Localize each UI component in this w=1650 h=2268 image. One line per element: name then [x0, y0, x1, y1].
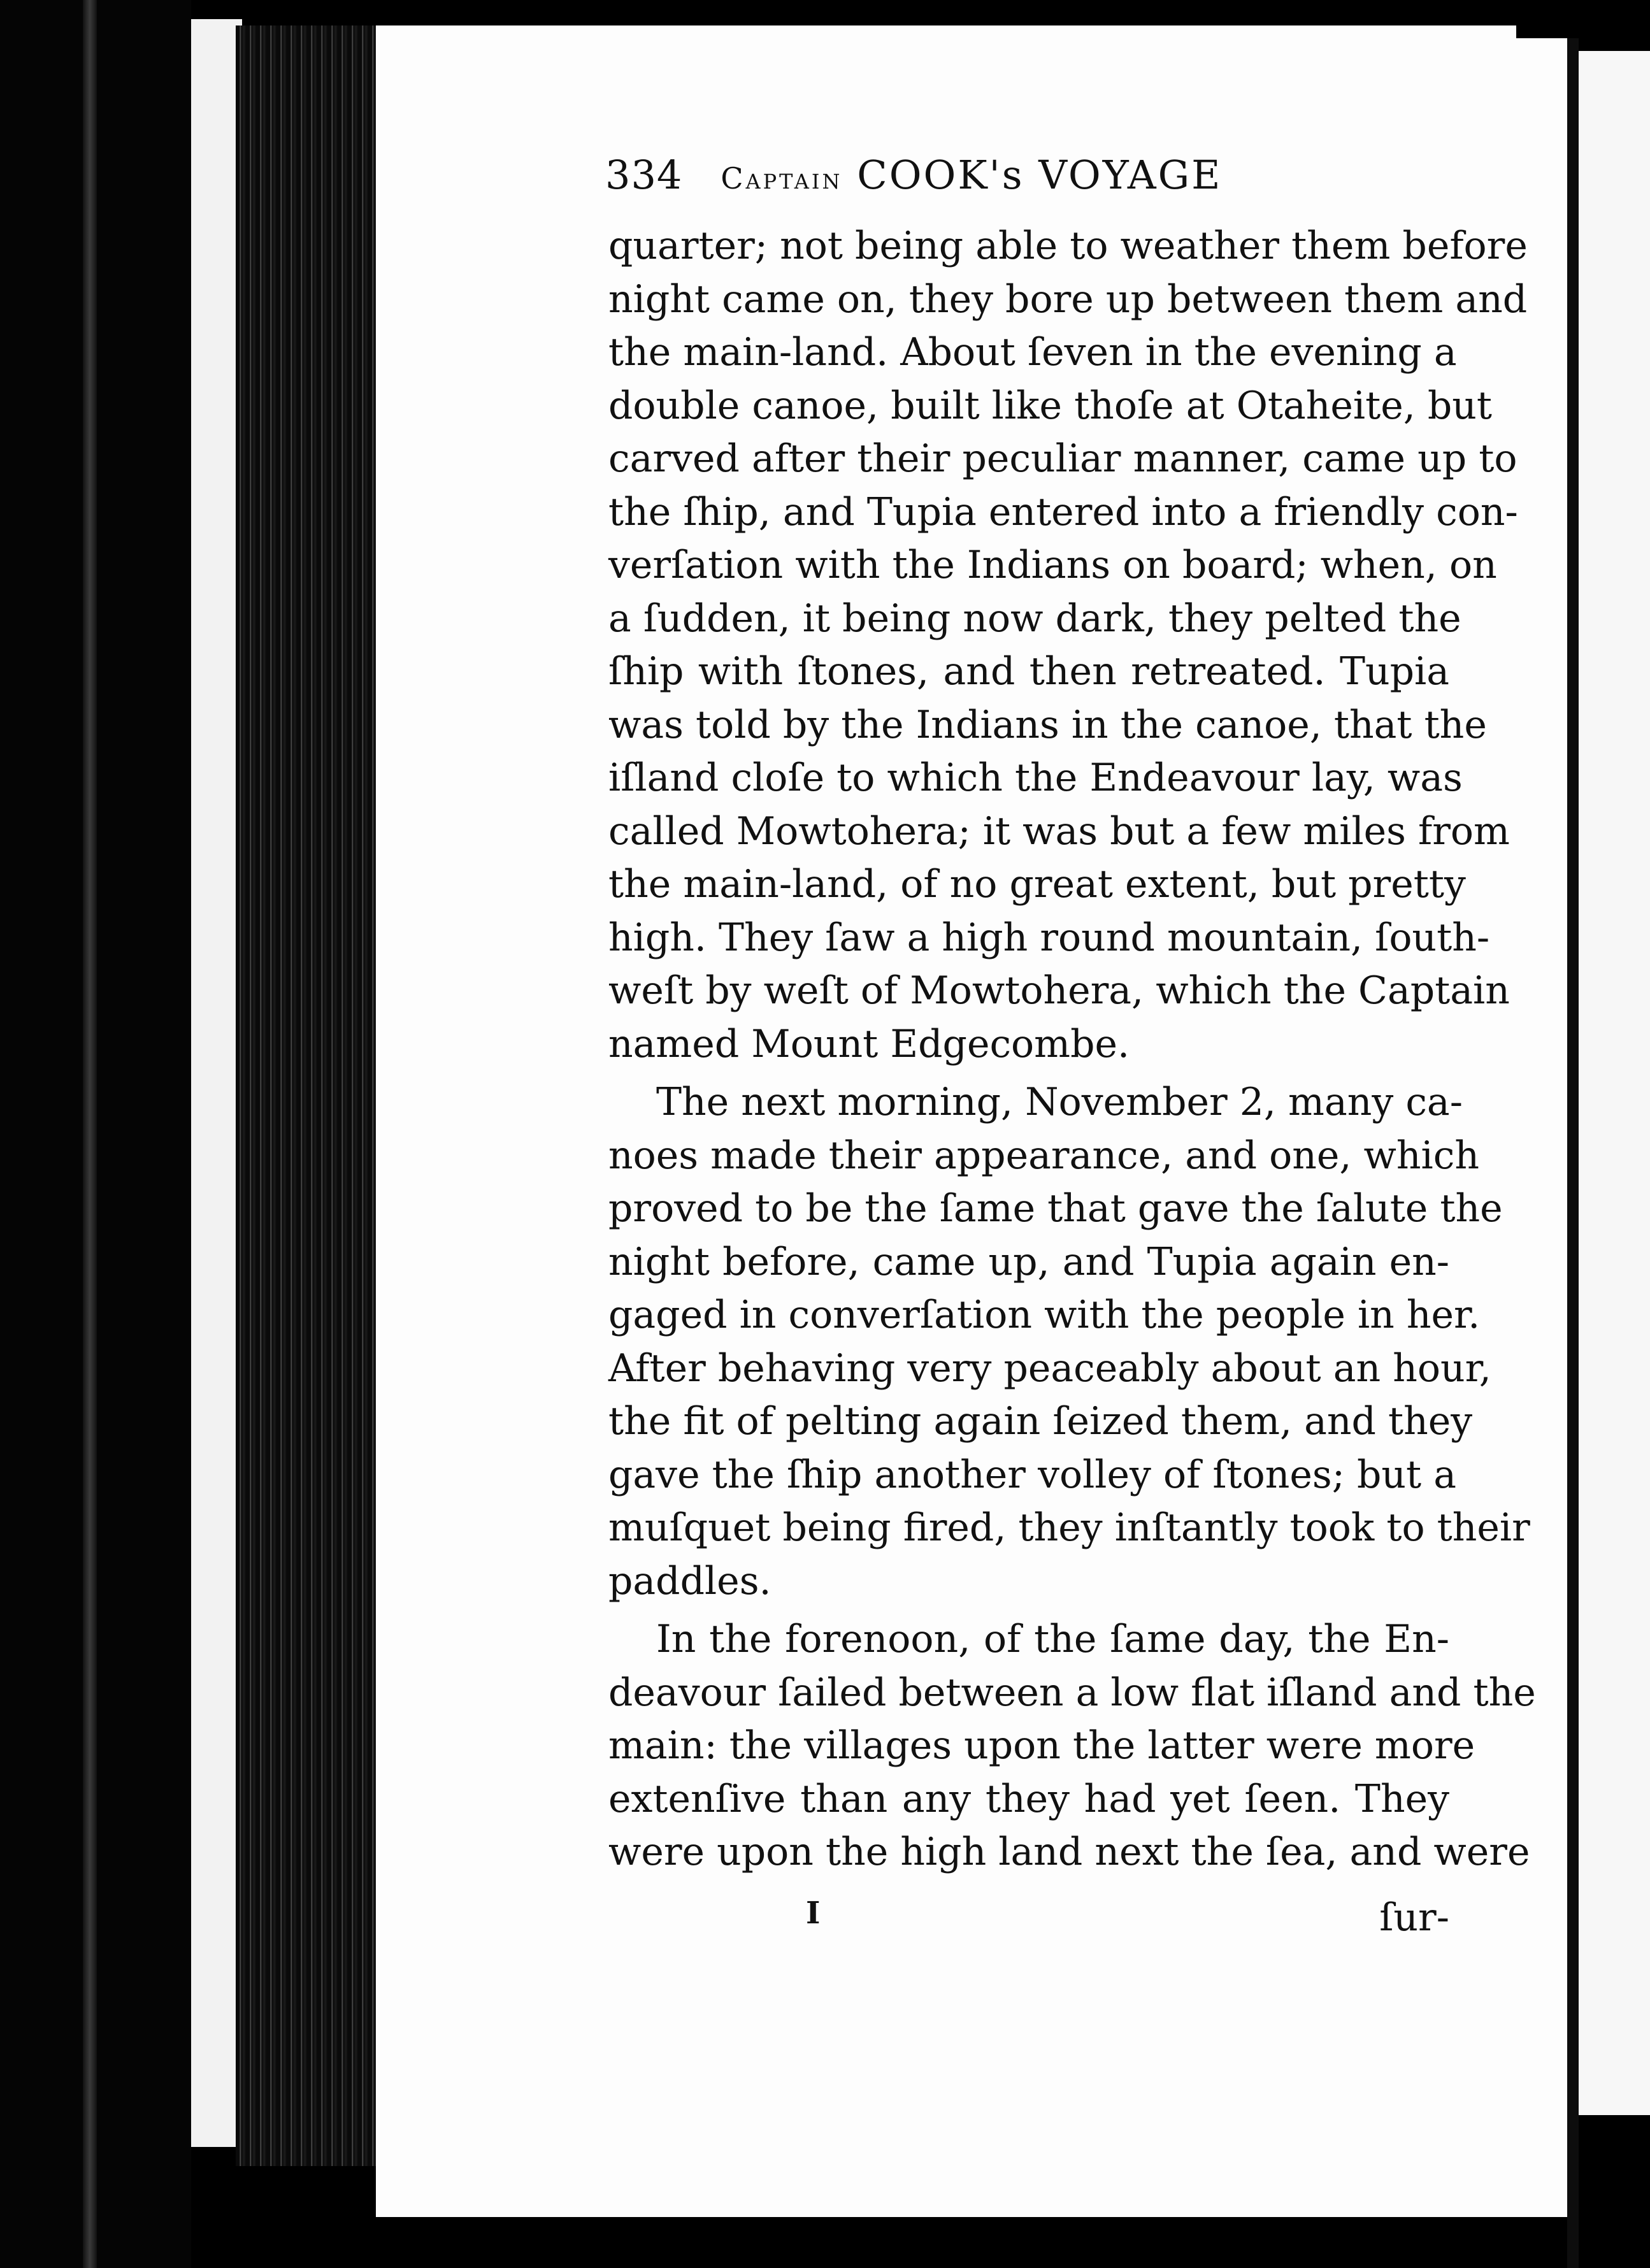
text-line: quarter; not being able to weather them before: [608, 224, 1528, 268]
text-line-paragraph-start: In the forenoon, of the ſame day, the En-: [656, 1617, 1449, 1662]
text-line: night before, came up, and Tupia again en-: [608, 1239, 1449, 1284]
body-text: [608, 220, 1536, 1879]
text-line: the main-land, of no great extent, but pretty: [608, 862, 1466, 907]
catchword: ſur-: [1379, 1895, 1449, 1940]
running-head-prefix: Captain: [721, 161, 843, 196]
page-footer: [608, 1895, 1449, 1946]
text-line: After behaving very peaceably about an hour,: [608, 1346, 1491, 1391]
running-head-title: COOK's VOYAGE: [857, 152, 1223, 198]
text-line: high. They ſaw a high round mountain, ſouth-: [608, 915, 1490, 960]
text-line: were upon the high land next the ſea, and were: [608, 1830, 1530, 1874]
text-line: gaged in converſation with the people in her.: [608, 1293, 1481, 1337]
text-line: muſquet being fired, they inſtantly took to their: [608, 1505, 1530, 1550]
scanner-background-top: [1516, 0, 1650, 38]
scanner-edge-strip: [83, 0, 97, 2268]
page-header: [605, 152, 1338, 215]
book-page-stack: [236, 25, 382, 2166]
page-number: 334: [605, 152, 683, 198]
gutter-shadow: [1567, 0, 1579, 2268]
text-line: main: the villages upon the latter were more: [608, 1723, 1475, 1768]
text-line: iſland cloſe to which the Endeavour lay, was: [608, 756, 1463, 800]
text-line-paragraph-start: The next morning, November 2, many ca-: [656, 1080, 1463, 1124]
text-line: verſation with the Indians on board; when, on: [608, 543, 1497, 587]
signature-mark: I: [806, 1895, 821, 1931]
text-line: gave the ſhip another volley of ſtones; but a: [608, 1452, 1457, 1497]
running-head: [721, 152, 1222, 198]
text-line-paragraph-end: named Mount Edgecombe.: [608, 1021, 1130, 1066]
text-line: deavour ſailed between a low flat iſland and the: [608, 1670, 1536, 1715]
text-line: weſt by weſt of Mowtohera, which the Captain: [608, 968, 1510, 1013]
text-line: the main-land. About ſeven in the evening a: [608, 330, 1457, 375]
text-line: was told by the Indians in the canoe, that the: [608, 702, 1487, 747]
text-line: night came on, they bore up between them and: [608, 276, 1528, 322]
text-line: carved after their peculiar manner, came up to: [608, 436, 1517, 481]
text-line: proved to be the ſame that gave the ſalute the: [608, 1186, 1503, 1231]
text-line: a ſudden, it being now dark, they pelted the: [608, 596, 1461, 641]
text-line: ſhip with ſtones, and then retreated. Tupia: [608, 649, 1449, 694]
text-line: noes made their appearance, and one, which: [608, 1133, 1479, 1178]
text-line: called Mowtohera; it was but a few miles from: [608, 808, 1510, 854]
text-line: double canoe, built like thoſe at Otaheite, but: [608, 383, 1493, 428]
previous-page-edge: [191, 19, 242, 2147]
text-line-paragraph-end: paddles.: [608, 1558, 771, 1604]
text-line: extenſive than any they had yet ſeen. They: [608, 1776, 1449, 1821]
next-page-edge: [1579, 51, 1650, 2115]
text-line: the fit of pelting again ſeized them, and they: [608, 1399, 1473, 1444]
text-line: the ſhip, and Tupia entered into a friendly con-: [608, 489, 1518, 535]
